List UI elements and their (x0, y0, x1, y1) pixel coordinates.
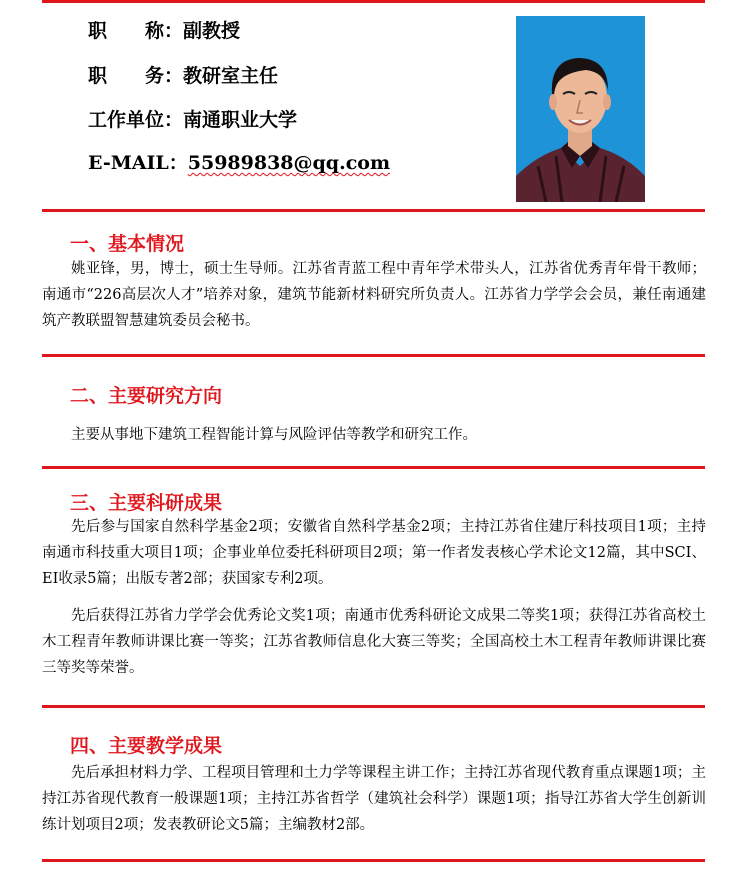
research-paragraph: 主要从事地下建筑工程智能计算与风险评估等教学和研究工作。 (71, 427, 477, 443)
portrait-photo (516, 16, 645, 202)
position-value: 教研室主任 (183, 65, 279, 87)
title-value: 副教授 (183, 20, 241, 42)
position-row (88, 61, 278, 88)
basic-divider (42, 354, 705, 357)
portrait-illustration (516, 16, 645, 202)
unit-value: 南通职业大学 (183, 109, 298, 131)
achievements-divider (42, 705, 705, 708)
section-title-research: 二、主要研究方向 (70, 385, 223, 407)
unit-label: 工作单位： (88, 109, 184, 131)
email-value: 55989838@qq.com (187, 152, 391, 174)
section-title-achievements: 三、主要科研成果 (70, 492, 223, 514)
section-title-basic: 一、基本情况 (70, 233, 185, 255)
bottom-divider (42, 859, 705, 862)
top-divider (42, 0, 705, 3)
basic-paragraph: 姚亚锋，男，博士，硕士生导师。江苏省青蓝工程中青年学术带头人，江苏省优秀青年骨干教师；南通市“226高层次人才”培养对象，建筑节能新材料研究所负责人。江苏省力学学会会员，兼任南通建筑产教联盟智慧建筑委员会秘书。 (42, 261, 706, 329)
achievements-paragraph-2: 先后获得江苏省力学学会优秀论文奖1项；南通市优秀科研论文成果二等奖1项；获得江苏省高校土木工程青年教师讲课比赛一等奖；江苏省教师信息化大赛三等奖；全国高校土木工程青年教师讲课比赛三等奖等荣誉。 (42, 608, 706, 676)
teaching-paragraph: 先后承担材料力学、工程项目管理和土力学等课程主讲工作；主持江苏省现代教育重点课题1项；主持江苏省现代教育一般课题1项；主持江苏省哲学（建筑社会科学）课题1项；指导江苏省大学生创新训练计划项目2项；发表教研论文5篇；主编教材2部。 (42, 765, 706, 833)
position-label: 职 务： (88, 65, 184, 87)
email-row (88, 148, 390, 175)
research-divider (42, 466, 705, 469)
section-title-teaching: 四、主要教学成果 (70, 735, 223, 757)
email-label: E-MAIL： (88, 152, 188, 174)
title-row (88, 16, 240, 43)
unit-row (88, 105, 297, 132)
title-label: 职 称： (88, 20, 184, 42)
profile-divider (42, 209, 705, 212)
achievements-paragraph-1: 先后参与国家自然科学基金2项；安徽省自然科学基金2项；主持江苏省住建厅科技项目1项；主持南通市科技重大项目1项；企事业单位委托科研项目2项；第一作者发表核心学术论文12篇，其中SCI、EI收录5篇；出版专著2部；获国家专利2项。 (42, 519, 706, 587)
